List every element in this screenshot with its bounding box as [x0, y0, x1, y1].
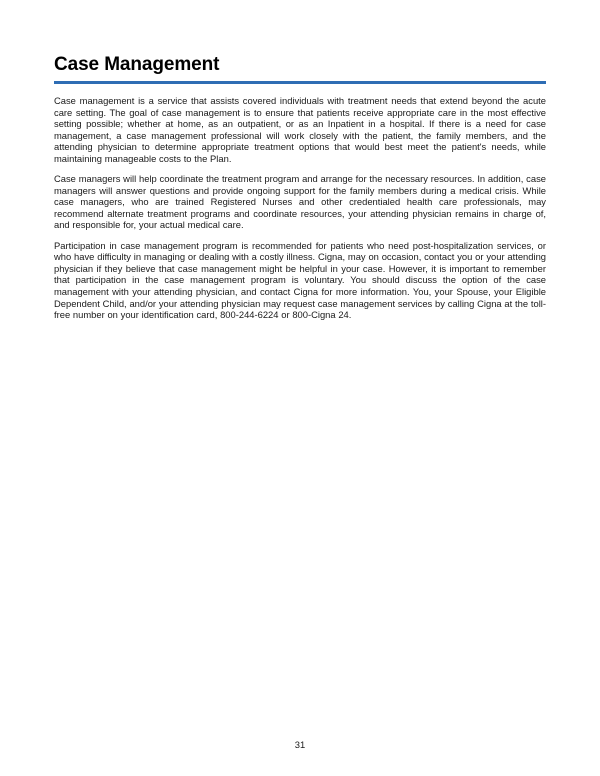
body-paragraph: Case management is a service that assists covered individuals with treatment needs that extend beyond the acute care setting. The goal of case management is to ensure that patients receive appropriate care in the most effective setting possible; whether at home, as an outpatient, or as an Inpatient in a hospital. If there is a need for case management, a case management professional will work closely with the patient, the family members, and the attending physician to determine appropriate treatment options that would best meet the patient's needs, while maintaining manageable costs to the Plan. — [54, 95, 546, 164]
document-content — [54, 54, 546, 321]
body-paragraph: Participation in case management program is recommended for patients who need post-hospitalization services, or who have difficulty in managing or dealing with a costly illness. Cigna, may on occasion, contact you or your attending physician if they believe that case management might be helpful in your case. However, it is important to remember that participation in the case management program is voluntary. You should discuss the option of the case management with your attending physician, and contact Cigna for more information. You, your Spouse, your Eligible Dependent Child, and/or your attending physician may request case management services by calling Cigna at the toll-free number on your identification card, 800-244-6224 or 800-Cigna 24. — [54, 239, 546, 321]
page-title: Case Management — [54, 54, 220, 75]
page-number: 31 — [294, 739, 306, 750]
body-paragraph: Case managers will help coordinate the treatment program and arrange for the necessary resources. In addition, case managers will answer questions and provide ongoing support for the family members during a medical crisis. While case managers, who are trained Registered Nurses and other credentialed health care professionals, may recommend alternate treatment programs and coordinate resources, your attending physician remains in charge of, and responsible for, your actual medical care. — [54, 173, 546, 231]
title-divider — [54, 81, 546, 84]
